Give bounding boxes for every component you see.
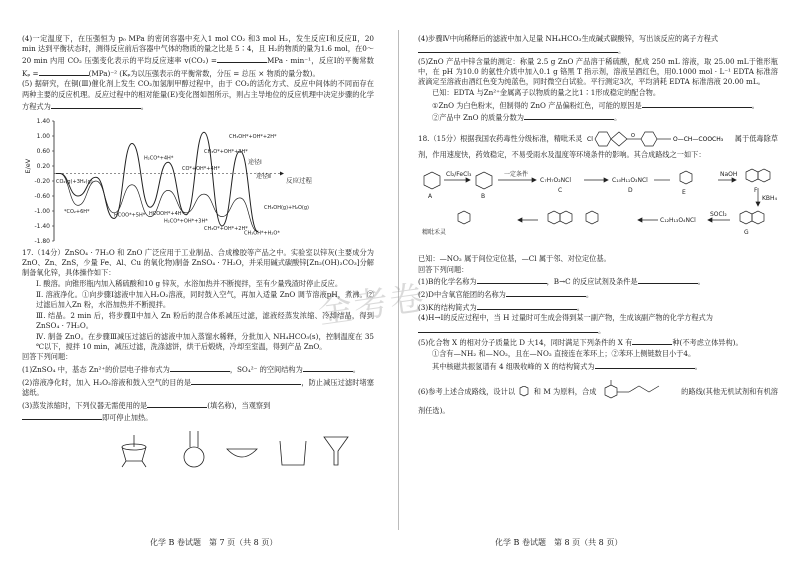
- molecule-g: [740, 211, 752, 224]
- answer-blank[interactable]: [595, 360, 695, 369]
- known-text: 已知：—NO₂ 属于间位定位基，—Cl 属于邻、对位定位基。: [418, 253, 611, 263]
- answer-blank[interactable]: [477, 275, 547, 284]
- label-d: D: [628, 186, 633, 194]
- q17-ask: 回答下列问题：: [22, 352, 73, 362]
- footer-right: 化学 B 卷试题 第 8 页（共 8 页）: [495, 538, 623, 547]
- answer-blank[interactable]: [642, 99, 752, 108]
- annotation-label: CH₃O*+OH*+2H*: [204, 225, 248, 232]
- r5d: 其中核磁共振氢谱有 4 组吸收峰的 X 的结构简式为 。: [432, 361, 702, 371]
- r-q5-1: (5)ZnO 产品中锌含量的测定：称量 2.5 g ZnO 产品溶于稀硫酸，配成 250 mL 溶液，取 25.00 mL于锥形瓶中，在 pH 为10.0 的氨性介质中加入0.1 g 铬黑 T 指示剂，溶液呈酒红色，用0.1000 mol · L⁻¹ EDTA 标准溶液滴定至溶液由酒红色变为纯蓝色，同时微空白试验。平行测定3次，平均消耗 EDTA 标准溶液 20.00 mL。: [418, 56, 778, 87]
- annotation-label: CH₃OH*+H₂O*: [244, 230, 280, 237]
- q17-2: (2)溶液净化时，加入 H₂O₂溶液和鼓入空气的目的是 ，防止减压过滤时堵塞滤纸。: [22, 377, 374, 398]
- y-tick-label: 1.00: [36, 132, 50, 140]
- svg-text:O—CH—COOCH₃: O—CH—COOCH₃: [672, 135, 723, 143]
- synthesis-route: [418, 162, 778, 254]
- formula-d: C₁₀H₁₁O₃NCl: [612, 176, 648, 184]
- answer-blank[interactable]: [638, 275, 698, 284]
- reagent-ef: NaOH: [720, 170, 738, 178]
- right-column: [418, 34, 778, 417]
- y-tick-label: -0.60: [34, 192, 50, 200]
- label-b: B: [481, 192, 486, 200]
- footer-left: 化学 B 卷试题 第 7 页（共 8 页）: [150, 538, 278, 547]
- path-1-label: 途径Ⅰ: [248, 159, 262, 167]
- answer-blank[interactable]: [303, 363, 353, 372]
- q17-step2: Ⅱ. 溶液净化。①向步骤Ⅰ滤液中加入H₂O₂溶液，同时鼓入空气，再加入适量 ZnO 调节溶液pH，煮沸。②过滤后加入Zn 粉，水浴加热并不断搅拌。: [36, 289, 374, 309]
- label-f: F: [754, 186, 758, 194]
- reagent-ab: Cl₂/FeCl₃: [446, 170, 472, 178]
- y-tick-label: 0.20: [36, 162, 50, 170]
- svg-text:O: O: [630, 132, 635, 139]
- q17-heading: 17.（14分）ZnSO₄ · 7H₂O 和 ZnO 广泛应用于工业制品、合成橡胶等产品之中。实验室以锌灰(主要成分为 ZnO、Zn、ZnS，少量 Fe、Al、Cu 的氧化物)制备 ZnSO₄ · 7H₂O，并采用碱式碳酸锌[Zn₂(OH)₂CO₃]分解制备氧化锌，具体操作如下：: [22, 247, 374, 278]
- r-ask: 回答下列问题：: [418, 264, 469, 274]
- annotation-label: CH₃O*+OH*+3H*: [204, 148, 248, 155]
- r2: (2)D中含氧官能团的名称为 。: [418, 289, 594, 299]
- answer-blank[interactable]: [170, 363, 230, 372]
- answer-blank[interactable]: [632, 336, 672, 345]
- r5c: ①含有—NH₂ 和—NO₂，且在—NO₂ 直接连在苯环上；②苯环上侧链数目小于4。: [432, 348, 696, 358]
- reagent-gh: SOCl₂: [710, 210, 727, 218]
- q5-text: (5) 据研究，在铜(Ⅲ)催化剂上发生 CO₂加氢制甲醇过程中，由于 CO₂的活化方式、反应中间体的不同而存在两种主要的反应机理。反应过程中的相对能量(E)变化图如图所示，则占主导地位的反应机理中决定步骤的化学方程式为 。: [22, 79, 374, 111]
- y-tick-label: -0.20: [34, 177, 50, 185]
- annotation-label: CO₂(g)+3H₂(g): [56, 178, 93, 185]
- r-q5-3: ①ZnO 为白色粉末，但制得的 ZnO 产品偏粉红色，可能的原因是 。: [432, 100, 759, 110]
- label-a: A: [428, 192, 433, 200]
- annotation-label: CH₃OH*+OH*+2H*: [229, 133, 277, 140]
- answer-blank[interactable]: [22, 411, 102, 420]
- reagent-bc: 一定条件: [504, 170, 529, 178]
- answer-blank[interactable]: [147, 399, 207, 408]
- answer-blank[interactable]: [477, 301, 577, 310]
- flask-icon: [184, 431, 204, 467]
- annotation-label: CH₃OH(g)+H₂O(g): [264, 205, 309, 212]
- label-product: 精吡禾灵: [422, 228, 447, 236]
- x-axis-arrow: [280, 171, 284, 175]
- svg-text:Cl: Cl: [586, 135, 593, 143]
- q17-step4: Ⅳ. 制备 ZnO。在步骤Ⅲ减压过滤后的滤液中加入蒸馏水稀释，分批加入 NH₄HCO₃(s)，控制温度在 35 ℃以下，搅拌 10 min，减压过滤，洗涤滤饼，烘干后煅烧，冷却至室温，得到产品 ZnO。: [36, 331, 374, 351]
- molecule-f: [746, 169, 758, 182]
- beaker-icon: [280, 441, 306, 465]
- burner-stand-icon: [122, 435, 146, 467]
- r-q5-4: ②产品中 ZnO 的质量分数为 。: [432, 113, 622, 123]
- answer-blank[interactable]: [418, 44, 618, 53]
- annotation-label: *CO₂+6H*: [64, 208, 90, 215]
- q17-3: (3)蒸发浓缩时，下列仪器无需使用的是 (填名称)，当观察到 即可停止加热。: [22, 400, 271, 422]
- r4: (4)H→I的反应过程中，当 H 过量时可生成会得到某一副产物，生成该副产物的化学方程式为 。: [418, 313, 713, 335]
- annotation-label: CO*+OH*+4H*: [182, 165, 220, 172]
- watermark: 金考卷: [315, 277, 429, 333]
- label-c: C: [558, 186, 563, 194]
- r6: (6)参考上述合成路线，设计以 和 M 为原料，合成 的路线(其他无机试剂和有机溶剂任选)。: [418, 378, 778, 416]
- formula-c: C₇H₇O₂NCl: [540, 176, 571, 184]
- q18-heading: 18.（15分）根据我国农药毒性分级标准，精吡禾灵 Cl O O—CH—COOCH₃ 属于低毒除草剂，作用速度快，药效稳定，不易受雨水及温度等环境条件的影响。其合成路线之一如下：: [418, 128, 778, 160]
- label-g: G: [744, 228, 749, 236]
- target-product-structure: [599, 378, 679, 406]
- molecule-b: [476, 172, 492, 189]
- annotation-label: HCOO*+5H*: [114, 212, 146, 219]
- target-molecule-structure: [585, 128, 735, 150]
- label-e: E: [682, 188, 686, 196]
- q4-text: (4)一定温度下，在压强恒为 p₀ MPa 的密闭容器中充入1 mol CO₂ 和3 mol H₂，发生反应Ⅰ和反应Ⅱ，20 min 达到平衡状态时，测得反应前后容器中气体的物质的量之比是 5∶4，且 H₂的物质的量为1.6 mol，在0～20 min 内用 CO₂ 压强变化表示的平均反应速率 v(CO₂) = MPa · min⁻¹，反应Ⅰ的平衡常数 Kₚ = (MPa)⁻² (Kₚ为以压强表示的平衡常数，分压 = 总压 × 物质的量分数)。: [22, 34, 374, 78]
- answer-blank[interactable]: [418, 324, 598, 333]
- funnel-icon: [324, 437, 348, 465]
- q17-1: (1)ZnSO₄ 中，基态 Zn²⁺的价层电子排布式为 ，SO₄²⁻ 的空间结构为 。: [22, 365, 360, 375]
- y-tick-label: 1.40: [36, 117, 50, 125]
- y-axis-label: E/eV: [24, 158, 32, 174]
- energy-chart: [22, 113, 374, 248]
- path-2-label: 途径Ⅱ: [256, 172, 271, 180]
- evaporating-dish-icon: [227, 449, 257, 457]
- benzene-icon: [517, 386, 531, 398]
- r5: (5)化合物 X 的相对分子质量比 D 大14，同时满足下列条件的 X 有 种(不考虑立体异构)。: [418, 338, 743, 348]
- y-tick-label: -1.80: [34, 237, 50, 245]
- y-tick-label: -1.00: [34, 207, 50, 215]
- formula-e: C₁₂H₁₃O₄NCl: [660, 216, 696, 224]
- answer-blank[interactable]: [51, 100, 141, 109]
- r-q4: (4)步骤Ⅳ中向稀释后的滤液中加入足量 NH₄HCO₃生成碱式碳酸锌，写出该反应的离子方程式 。: [418, 34, 719, 56]
- r3: (3)K的结构简式为 。: [418, 302, 584, 312]
- r-q5-2: 已知：EDTA 与Zn²⁺金属离子以物质的量之比1∶1形成稳定的配合物。: [432, 88, 661, 98]
- annotation-label: H₂CO*+4H*: [144, 155, 174, 162]
- left-column: [22, 34, 374, 469]
- answer-blank[interactable]: [191, 376, 301, 385]
- y-tick-label: 0.60: [36, 147, 50, 155]
- answer-blank[interactable]: [39, 67, 89, 76]
- answer-blank[interactable]: [506, 288, 586, 297]
- x-axis-label: 反应过程: [286, 176, 312, 185]
- annotation-label: HCOOH*+4H*: [149, 210, 185, 217]
- molecule-a: [424, 172, 440, 189]
- reagent-fg: KBH₄: [762, 194, 777, 202]
- y-tick-label: -1.40: [34, 222, 50, 230]
- apparatus-figure: [22, 425, 374, 469]
- molecule-e: [680, 171, 692, 184]
- q17-step1: Ⅰ. 酸溶。向锥形瓶内加入稀硫酸和10 g 锌灰，水浴加热并不断搅拌，至有少量残渣时停止反应。: [36, 279, 343, 289]
- q17-step3: Ⅲ. 结晶。2 min 后，将步骤Ⅱ中加入 Zn 粉后的混合体系减压过滤，滤液经蒸发浓缩、冷却结晶，得到 ZnSO₄ · 7H₂O。: [36, 310, 374, 330]
- answer-blank[interactable]: [524, 111, 614, 120]
- annotation-label: H₂CO*+OH*+3H*: [164, 218, 208, 225]
- r1: (1)B的化学名称为 ，B→C 的反应试剂及条件是 。: [418, 277, 705, 287]
- answer-blank[interactable]: [217, 54, 267, 63]
